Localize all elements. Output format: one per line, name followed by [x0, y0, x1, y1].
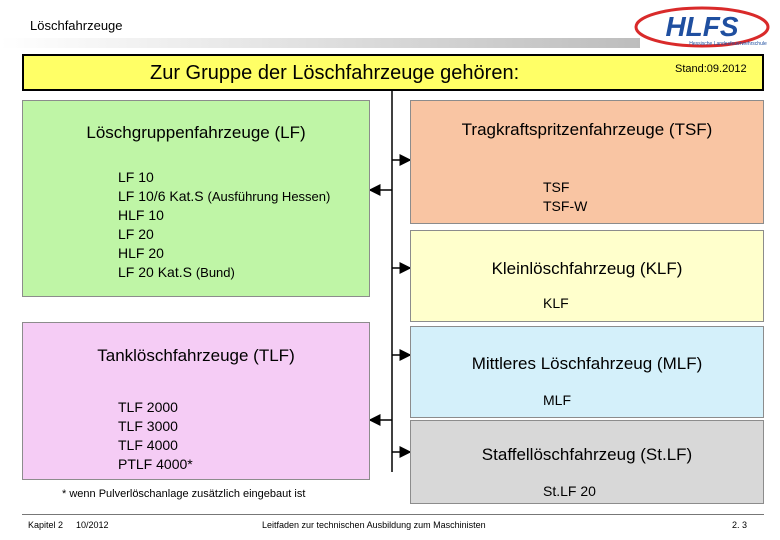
list-item: HLF 20: [118, 245, 164, 261]
footer-divider: [22, 514, 764, 515]
klf-list: [543, 294, 569, 313]
page-number: 2. 3: [732, 520, 748, 530]
footer-title: Leitfaden zur technischen Ausbildung zum Maschinisten: [262, 520, 486, 530]
stand-date: Stand:09.2012: [675, 63, 747, 75]
list-item: LF 20 Kat.S (Bund): [118, 264, 235, 280]
lf-heading: Löschgruppenfahrzeuge (LF): [86, 123, 306, 142]
list-item: HLF 10: [118, 207, 164, 223]
slide-title: Löschfahrzeuge: [30, 18, 123, 33]
list-item: MLF: [543, 392, 571, 408]
lf-list: [118, 168, 330, 282]
footnote: * wenn Pulverlöschanlage zusätzlich eingebaut ist: [62, 488, 306, 500]
stlf-list: [543, 482, 596, 501]
logo-subtitle: Hessische Landesfeuerwehrschule: [689, 41, 767, 47]
list-item: TSF-W: [543, 198, 588, 214]
footer-chapter: Kapitel 2: [28, 520, 64, 530]
list-item: TSF: [543, 179, 570, 195]
list-item: LF 10/6 Kat.S (Ausführung Hessen): [118, 188, 331, 204]
logo-text: HLFS: [665, 11, 739, 42]
list-item: TLF 4000: [118, 437, 178, 453]
list-item: TLF 3000: [118, 418, 178, 434]
tlf-heading: Tanklöschfahrzeuge (TLF): [97, 346, 295, 365]
tsf-heading: Tragkraftspritzenfahrzeuge (TSF): [461, 120, 713, 139]
list-item: TLF 2000: [118, 399, 178, 415]
mlf-list: [543, 391, 571, 410]
mlf-heading: Mittleres Löschfahrzeug (MLF): [471, 354, 703, 373]
stlf-heading: Staffellöschfahrzeug (St.LF): [481, 445, 693, 464]
banner-title: Zur Gruppe der Löschfahrzeuge gehören:: [150, 62, 520, 84]
list-item: KLF: [543, 295, 569, 311]
list-item: LF 20: [118, 226, 154, 242]
klf-heading: Kleinlöschfahrzeug (KLF): [491, 259, 683, 278]
list-item: PTLF 4000*: [118, 456, 193, 472]
list-item: LF 10: [118, 169, 154, 185]
list-item: St.LF 20: [543, 483, 596, 499]
tsf-list: [543, 178, 587, 216]
footer-date: 10/2012: [76, 520, 109, 530]
tlf-list: [118, 398, 193, 474]
